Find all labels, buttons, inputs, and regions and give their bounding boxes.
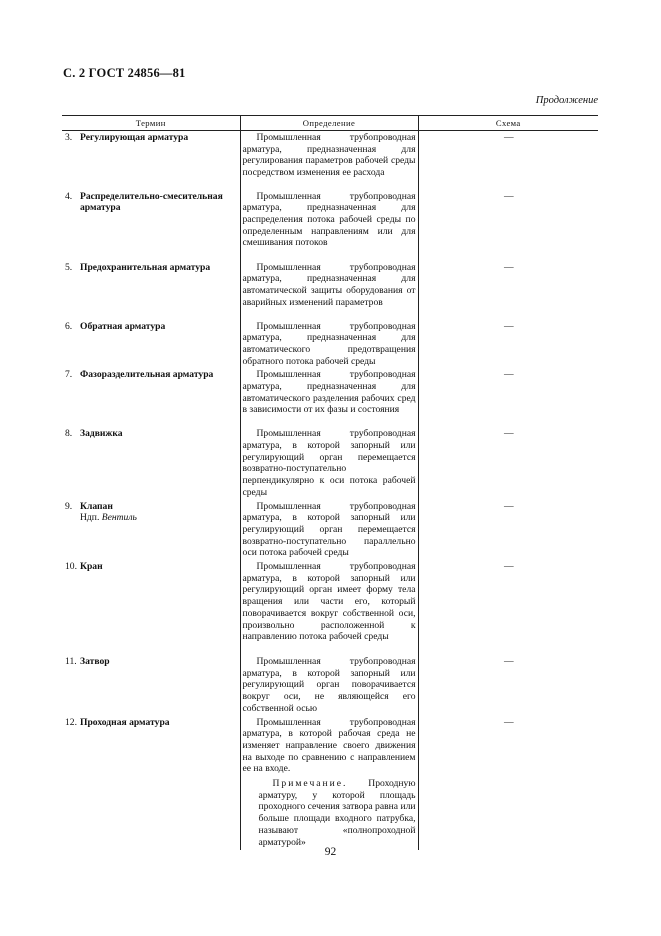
definition-cell <box>240 320 418 369</box>
alias-prefix: Ндп. <box>80 512 100 524</box>
note-block <box>243 778 416 848</box>
table-row <box>62 560 598 655</box>
definition-cell <box>240 190 418 261</box>
term-cell <box>62 190 240 261</box>
definition-text: Промышленная трубопроводная арматура, предназначенная для автоматического разделения рабочих сред в зависимости от их фазы и состояния <box>242 369 416 416</box>
page-header: С. 2 ГОСТ 24856—81 <box>63 66 186 80</box>
page-number: 92 <box>324 846 337 858</box>
schema-cell: — <box>418 716 598 851</box>
table-row <box>62 261 598 320</box>
table-row <box>62 427 598 499</box>
term-name: Предохранительная арматура <box>80 261 211 273</box>
column-header-terms: Термин <box>62 116 240 131</box>
table-row <box>62 716 598 851</box>
column-header-definition: Определение <box>240 116 418 131</box>
term-number: 5. <box>65 261 73 273</box>
term-name: Регулирующая арматура <box>80 132 189 143</box>
term-number: 3. <box>65 132 73 143</box>
term-name: Задвижка <box>80 428 123 440</box>
term-name: Кран <box>80 561 103 573</box>
term-number: 10. <box>65 561 77 573</box>
definition-text: Промышленная трубопроводная арматура, предназначенная для автоматической защиты оборудования от аварийных изменений параметров <box>242 261 416 308</box>
definition-cell <box>240 716 418 851</box>
definition-text: Промышленная трубопроводная арматура, предназначенная для автоматического предотвращения обратного потока рабочей среды <box>242 320 416 367</box>
term-name-continued: арматура <box>80 202 121 214</box>
continuation-label: Продолжение <box>535 95 598 106</box>
term-name: Фазоразделительная арматура <box>80 369 214 381</box>
table-row <box>62 131 598 190</box>
schema-cell: — <box>418 427 598 499</box>
schema-cell: — <box>418 131 598 190</box>
term-number: 8. <box>65 428 73 440</box>
schema-cell: — <box>418 655 598 716</box>
term-number: 4. <box>65 190 73 202</box>
term-name: Распределительно-смесительная <box>80 190 223 202</box>
term-cell <box>62 427 240 499</box>
term-cell <box>62 131 240 190</box>
term-number: 11. <box>65 656 77 668</box>
term-cell <box>62 560 240 655</box>
schema-cell: — <box>418 500 598 561</box>
column-header-schema: Схема <box>418 116 598 131</box>
table-header-row <box>62 116 598 131</box>
term-cell <box>62 716 240 851</box>
term-number: 9. <box>65 500 73 512</box>
table-row <box>62 190 598 261</box>
term-name: Обратная арматура <box>80 320 166 332</box>
definition-text: Промышленная трубопроводная арматура, в которой запорный или регулирующий орган перемещается возвратно-поступательно параллельно оси потока рабочей среды <box>242 500 416 559</box>
note-label: Примечание. <box>272 778 348 790</box>
schema-cell: — <box>418 560 598 655</box>
table-row <box>62 320 598 369</box>
definition-cell <box>240 655 418 716</box>
note-text: Проходную арматуру, у которой площадь проходного сечения затвора равна или больше площади входного патрубка, называют «полнопроходной арматурой» <box>258 778 416 848</box>
term-name: Затвор <box>80 656 110 668</box>
definition-cell <box>240 560 418 655</box>
definition-text: Промышленная трубопроводная арматура, в которой запорный или регулирующий орган перемещается возвратно-поступательно перпендикулярно к оси потока рабочей среды <box>242 428 416 498</box>
table-row <box>62 500 598 561</box>
definition-text: Промышленная трубопроводная арматура, предназначенная для распределения потока рабочей среды по определенным направлениям или для смешивания потоков <box>242 190 416 249</box>
table-row <box>62 368 598 427</box>
definition-cell <box>240 368 418 427</box>
schema-cell: — <box>418 368 598 427</box>
schema-cell: — <box>418 261 598 320</box>
terms-table <box>62 115 598 850</box>
schema-cell: — <box>418 320 598 369</box>
term-cell <box>62 368 240 427</box>
term-name: Проходная арматура <box>80 716 170 728</box>
definition-text: Промышленная трубопроводная арматура, в которой запорный или регулирующий орган имеет форму тела вращения или части его, который поворачивается вокруг собственной оси, произвольно расположенной к направлению потока рабочей среды <box>242 561 416 643</box>
definition-cell <box>240 500 418 561</box>
definition-text: Промышленная трубопроводная арматура, в которой рабочая среда не изменяет направление своего движения на выходе по сравнению с направлением ее на входе. <box>242 716 416 775</box>
term-number: 7. <box>65 369 73 381</box>
definition-cell <box>240 261 418 320</box>
term-name: Клапан <box>80 500 113 512</box>
term-alias <box>65 512 239 524</box>
table-row <box>62 655 598 716</box>
term-cell <box>62 261 240 320</box>
term-cell <box>62 320 240 369</box>
definition-cell <box>240 427 418 499</box>
alias-name: Вентиль <box>101 512 137 524</box>
term-number: 6. <box>65 320 73 332</box>
definition-text: Промышленная трубопроводная арматура, в которой запорный или регулирующий орган поворачивается вокруг оси, не являющейся его собственной осью <box>242 656 416 714</box>
definition-text: Промышленная трубопроводная арматура, предназначенная для регулирования параметров рабочей среды посредством изменения ее расхода <box>242 132 416 179</box>
definition-cell <box>240 131 418 190</box>
term-cell <box>62 655 240 716</box>
term-number: 12. <box>65 716 77 728</box>
schema-cell: — <box>418 190 598 261</box>
term-cell <box>62 500 240 561</box>
